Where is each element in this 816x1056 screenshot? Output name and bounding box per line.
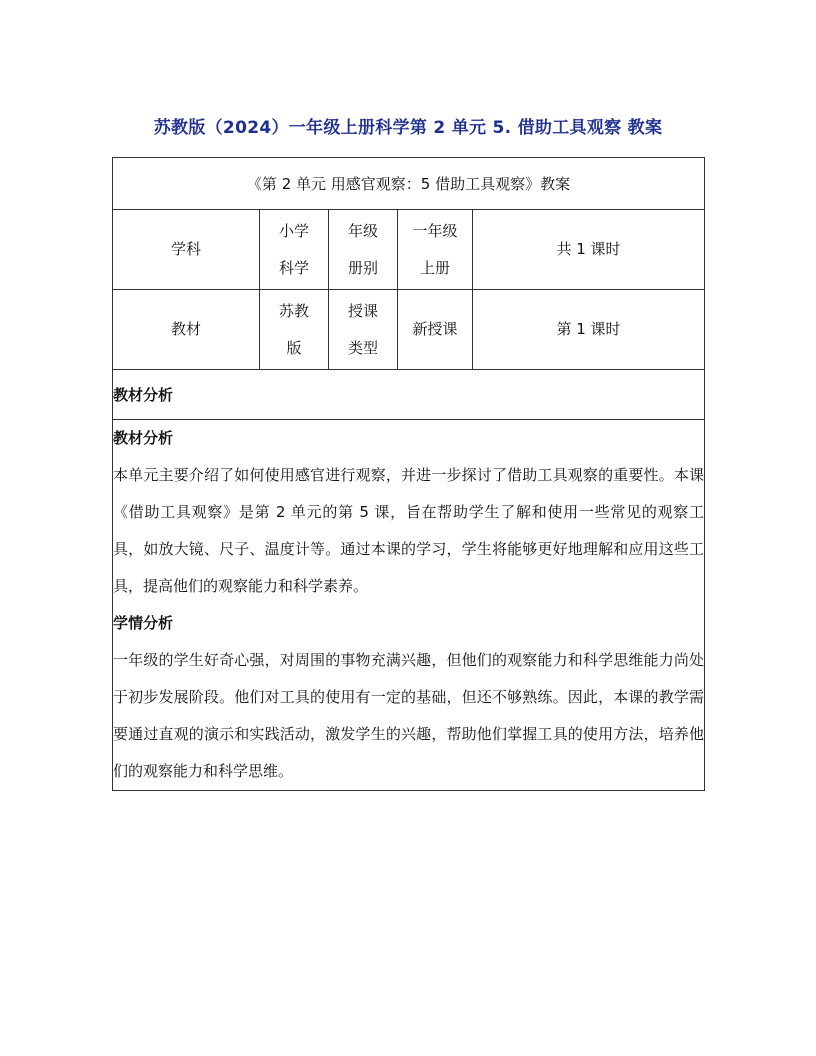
content-row	[113, 420, 705, 791]
grade-label-cell	[329, 210, 398, 290]
grade-value-cell	[398, 210, 473, 290]
section-title-row	[113, 370, 705, 420]
table-header: 《第 2 单元 用感官观察：5 借助工具观察》教案	[113, 158, 705, 210]
content-cell	[113, 420, 705, 791]
textbook-value: 苏教版	[278, 301, 309, 357]
table-row	[113, 210, 705, 290]
section-title: 教材分析	[113, 370, 705, 420]
subject-value-cell	[260, 210, 329, 290]
textbook-value-cell	[260, 290, 329, 370]
period-number: 第 1 课时	[473, 290, 705, 370]
lesson-type-value: 新授课	[398, 290, 473, 370]
table-header-row	[113, 158, 705, 210]
periods-total: 共 1 课时	[473, 210, 705, 290]
subheading-student-analysis: 学情分析	[113, 614, 174, 632]
lesson-plan-table	[112, 157, 705, 791]
lesson-type-label-cell	[329, 290, 398, 370]
grade-label: 年级册别	[347, 221, 378, 277]
grade-value: 一年级上册	[412, 221, 458, 277]
subheading-textbook-analysis: 教材分析	[113, 429, 174, 447]
subject-value: 小学科学	[278, 221, 309, 277]
textbook-label: 教材	[113, 290, 260, 370]
paragraph-textbook-analysis: 本单元主要介绍了如何使用感官进行观察，并进一步探讨了借助工具观察的重要性。本课《借助工具观察》是第 2 单元的第 5 课，旨在帮助学生了解和使用一些常见的观察工具，如放大镜、尺子、温度计等。通过本课的学习，学生将能够更好地理解和应用这些工具，提高他们的观察能力和科学素养。	[113, 466, 705, 595]
subject-label: 学科	[113, 210, 260, 290]
paragraph-student-analysis: 一年级的学生好奇心强，对周围的事物充满兴趣，但他们的观察能力和科学思维能力尚处于初步发展阶段。他们对工具的使用有一定的基础，但还不够熟练。因此，本课的教学需要通过直观的演示和实践活动，激发学生的兴趣，帮助他们掌握工具的使用方法，培养他们的观察能力和科学思维。	[113, 651, 705, 780]
lesson-type-label: 授课类型	[347, 301, 378, 357]
table-row	[113, 290, 705, 370]
document-title: 苏教版（2024）一年级上册科学第 2 单元 5. 借助工具观察 教案	[153, 118, 663, 138]
